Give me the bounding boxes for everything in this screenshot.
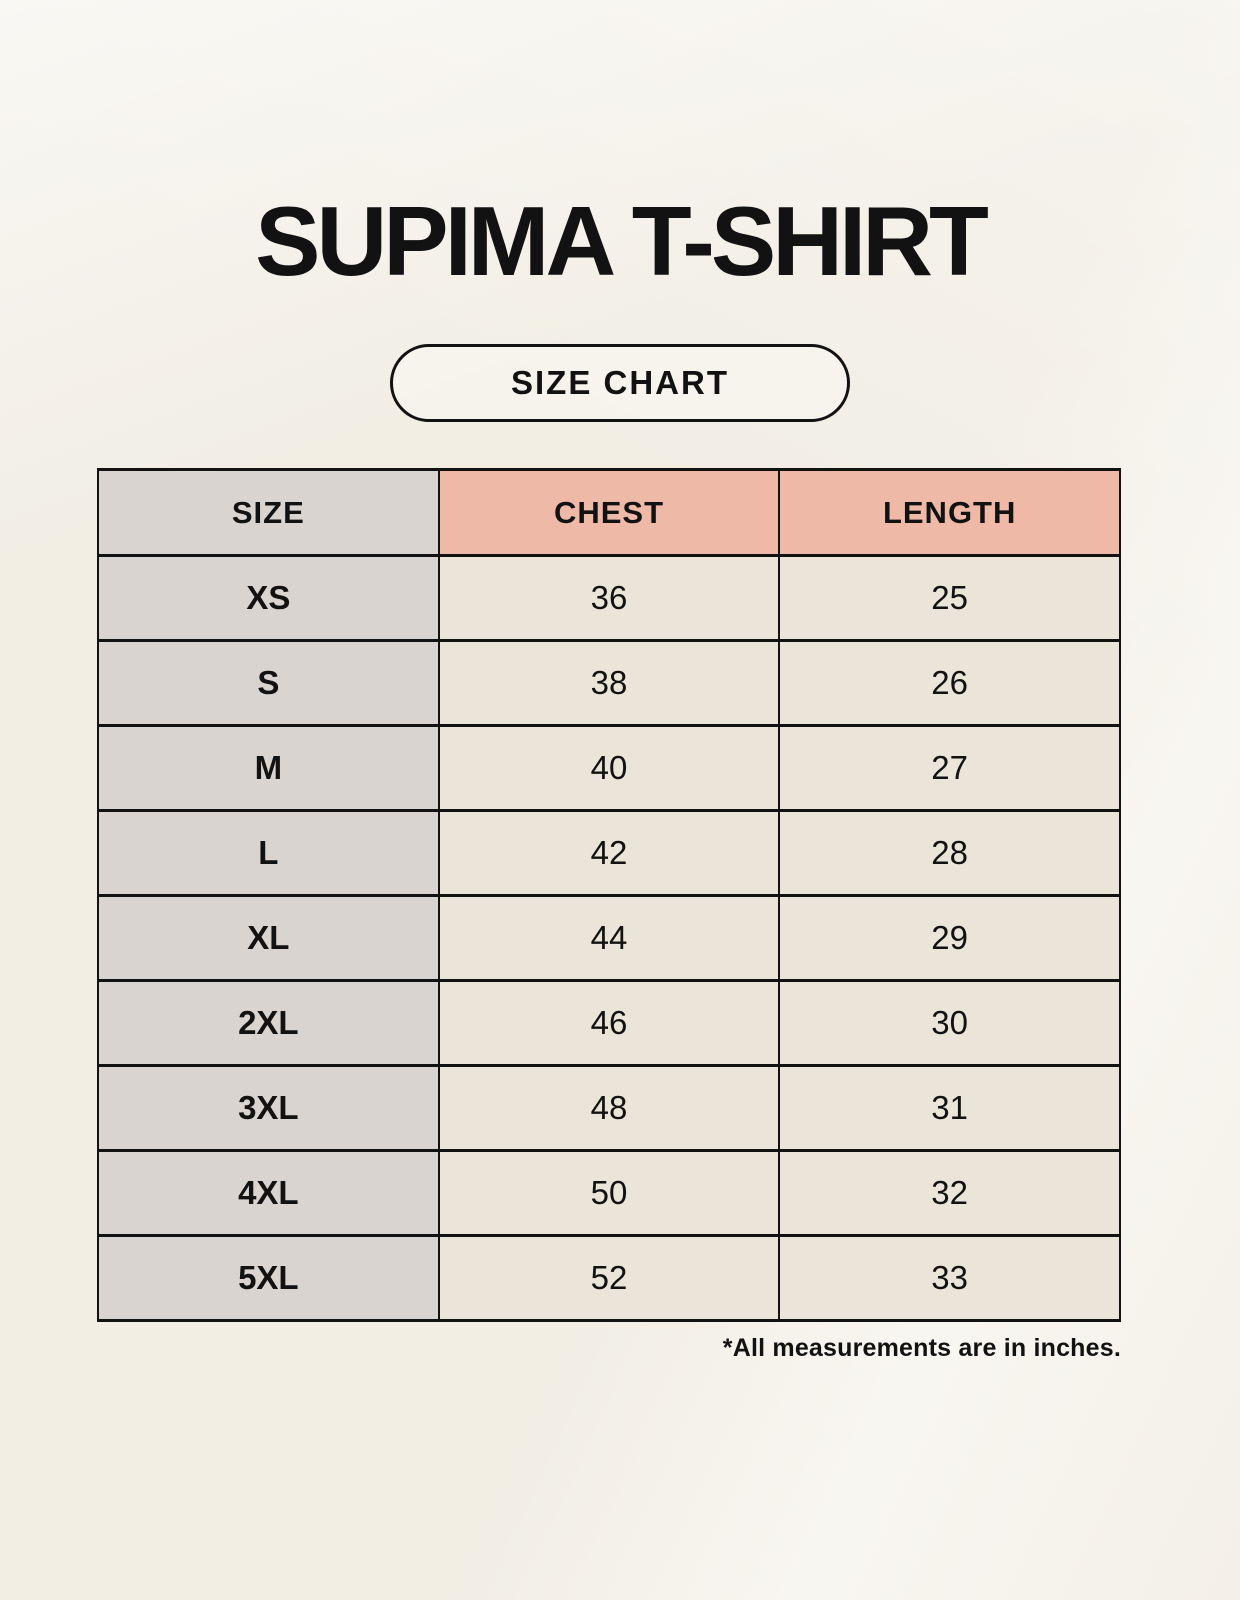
size-label-cell: 2XL bbox=[98, 981, 439, 1066]
measurement-cell: 36 bbox=[439, 556, 780, 641]
measurement-cell: 46 bbox=[439, 981, 780, 1066]
table-row bbox=[98, 1151, 1120, 1236]
column-header-length: LENGTH bbox=[779, 470, 1120, 556]
size-label-cell: 4XL bbox=[98, 1151, 439, 1236]
table-row bbox=[98, 641, 1120, 726]
table-row bbox=[98, 981, 1120, 1066]
table-row bbox=[98, 1066, 1120, 1151]
table-row bbox=[98, 726, 1120, 811]
measurement-cell: 38 bbox=[439, 641, 780, 726]
measurement-cell: 29 bbox=[779, 896, 1120, 981]
measurement-cell: 48 bbox=[439, 1066, 780, 1151]
measurement-cell: 32 bbox=[779, 1151, 1120, 1236]
column-header-size: SIZE bbox=[98, 470, 439, 556]
table-header bbox=[98, 470, 1120, 556]
measurement-cell: 28 bbox=[779, 811, 1120, 896]
size-chart-badge-label: SIZE CHART bbox=[511, 364, 729, 401]
size-chart-badge bbox=[390, 344, 850, 422]
size-chart-table bbox=[97, 468, 1121, 1322]
table-row bbox=[98, 556, 1120, 641]
size-label-cell: S bbox=[98, 641, 439, 726]
measurement-cell: 33 bbox=[779, 1236, 1120, 1321]
size-label-cell: 5XL bbox=[98, 1236, 439, 1321]
measurement-cell: 25 bbox=[779, 556, 1120, 641]
measurements-footnote: *All measurements are in inches. bbox=[722, 1334, 1121, 1362]
size-label-cell: XS bbox=[98, 556, 439, 641]
size-label-cell: 3XL bbox=[98, 1066, 439, 1151]
measurement-cell: 31 bbox=[779, 1066, 1120, 1151]
measurement-cell: 44 bbox=[439, 896, 780, 981]
measurement-cell: 42 bbox=[439, 811, 780, 896]
table-body bbox=[98, 556, 1120, 1321]
table-row bbox=[98, 896, 1120, 981]
size-label-cell: L bbox=[98, 811, 439, 896]
measurement-cell: 27 bbox=[779, 726, 1120, 811]
measurement-cell: 30 bbox=[779, 981, 1120, 1066]
measurement-cell: 26 bbox=[779, 641, 1120, 726]
page-title: SUPIMA T-SHIRT bbox=[255, 186, 985, 296]
measurement-cell: 50 bbox=[439, 1151, 780, 1236]
measurement-cell: 52 bbox=[439, 1236, 780, 1321]
column-header-chest: CHEST bbox=[439, 470, 780, 556]
measurement-cell: 40 bbox=[439, 726, 780, 811]
header-row bbox=[98, 470, 1120, 556]
size-label-cell: M bbox=[98, 726, 439, 811]
table-row bbox=[98, 1236, 1120, 1321]
size-label-cell: XL bbox=[98, 896, 439, 981]
table-row bbox=[98, 811, 1120, 896]
